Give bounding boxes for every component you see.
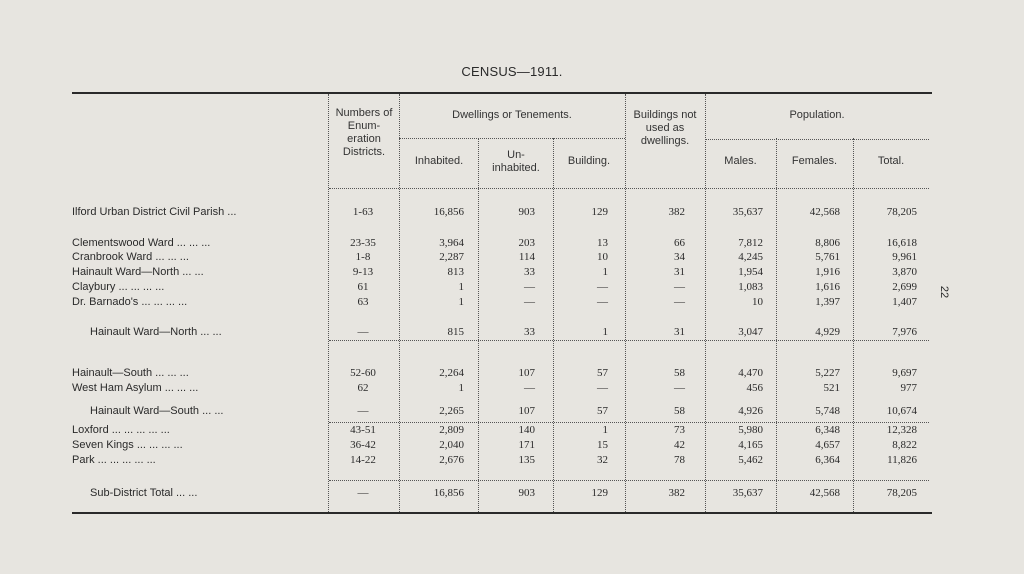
- cell-inhabited: 2,265: [439, 405, 464, 417]
- cell-males: 456: [746, 382, 763, 394]
- row-label: West Ham Asylum ... ... ...: [72, 382, 199, 394]
- cell-inhabited: 2,809: [439, 424, 464, 436]
- row-label: Sub-District Total ... ...: [90, 487, 198, 499]
- row-label: Park ... ... ... ... ...: [72, 454, 156, 466]
- cell-females: 1,916: [815, 266, 840, 278]
- cell-not-used: 42: [674, 439, 685, 451]
- cell-females: 1,397: [815, 296, 840, 308]
- header-divider-dwellings: [399, 138, 625, 139]
- cell-enum: 62: [357, 382, 369, 394]
- header-enum-districts: Numbers of Enum- eration Districts.: [335, 107, 393, 158]
- cell-females: 42,568: [809, 487, 840, 499]
- page-number: 22: [938, 285, 951, 299]
- cell-females: 521: [823, 382, 840, 394]
- cell-uninhabited: 171: [518, 439, 535, 451]
- row-label: Hainault Ward—North ... ...: [72, 266, 204, 278]
- cell-uninhabited: 114: [518, 251, 535, 263]
- cell-not-used: 34: [674, 251, 685, 263]
- cell-females: 4,657: [815, 439, 840, 451]
- cell-not-used: 58: [674, 367, 685, 379]
- cell-uninhabited: 107: [518, 405, 535, 417]
- cell-males: 3,047: [738, 326, 763, 338]
- cell-uninhabited: 203: [518, 237, 535, 249]
- cell-males: 7,812: [738, 237, 763, 249]
- row-label: Ilford Urban District Civil Parish ...: [72, 206, 237, 218]
- cell-uninhabited: 33: [524, 266, 535, 278]
- cell-enum: 36-42: [350, 439, 376, 451]
- cell-enum: 63: [357, 296, 369, 308]
- cell-uninhabited: 135: [518, 454, 535, 466]
- section-rule-3: [329, 480, 929, 481]
- cell-inhabited: 1: [458, 281, 464, 293]
- cell-not-used: —: [674, 382, 685, 394]
- cell-males: 10: [752, 296, 763, 308]
- cell-uninhabited: 903: [518, 206, 535, 218]
- col-sep-4: [553, 138, 554, 512]
- cell-males: 4,470: [738, 367, 763, 379]
- cell-not-used: —: [674, 281, 685, 293]
- cell-females: 6,348: [815, 424, 840, 436]
- row-label: Hainault—South ... ... ...: [72, 367, 189, 379]
- cell-building: 129: [591, 206, 608, 218]
- col-sep-5: [625, 94, 626, 512]
- cell-uninhabited: 107: [518, 367, 535, 379]
- header-females: Females.: [791, 155, 838, 167]
- cell-total: 9,961: [892, 251, 917, 263]
- cell-not-used: 73: [674, 424, 685, 436]
- cell-enum: 23-35: [350, 237, 376, 249]
- cell-total: 3,870: [892, 266, 917, 278]
- cell-enum: 1-63: [352, 206, 374, 218]
- cell-females: 4,929: [815, 326, 840, 338]
- cell-total: 10,674: [886, 405, 917, 417]
- header-uninhabited: Un- inhabited.: [492, 149, 540, 174]
- cell-inhabited: 3,964: [439, 237, 464, 249]
- row-label: Claybury ... ... ... ...: [72, 281, 165, 293]
- cell-females: 5,748: [815, 405, 840, 417]
- cell-females: 6,364: [815, 454, 840, 466]
- section-rule-2: [329, 422, 929, 423]
- col-sep-3: [478, 138, 479, 512]
- cell-males: 4,926: [738, 405, 763, 417]
- cell-not-used: 382: [668, 206, 685, 218]
- cell-males: 4,245: [738, 251, 763, 263]
- cell-building: 1: [602, 424, 608, 436]
- cell-enum: 61: [357, 281, 369, 293]
- cell-not-used: 58: [674, 405, 685, 417]
- header-inhabited: Inhabited.: [414, 155, 464, 167]
- cell-building: 1: [602, 266, 608, 278]
- header-bottom-rule: [329, 188, 929, 189]
- cell-building: 57: [597, 405, 608, 417]
- row-label: Clementswood Ward ... ... ...: [72, 237, 211, 249]
- cell-females: 42,568: [809, 206, 840, 218]
- header-total: Total.: [877, 155, 905, 167]
- cell-inhabited: 813: [447, 266, 464, 278]
- cell-total: 2,699: [892, 281, 917, 293]
- cell-females: 5,761: [815, 251, 840, 263]
- header-not-used: Buildings not used as dwellings.: [633, 109, 697, 147]
- cell-enum: 1-8: [355, 251, 371, 263]
- col-sep-7: [776, 138, 777, 512]
- cell-uninhabited: 33: [524, 326, 535, 338]
- header-males: Males.: [724, 155, 757, 167]
- cell-not-used: 31: [674, 326, 685, 338]
- cell-not-used: —: [674, 296, 685, 308]
- header-dwellings: Dwellings or Tenements.: [452, 109, 572, 121]
- row-label: Cranbrook Ward ... ... ...: [72, 251, 189, 263]
- cell-inhabited: 2,264: [439, 367, 464, 379]
- cell-males: 4,165: [738, 439, 763, 451]
- cell-total: 78,205: [886, 206, 917, 218]
- cell-building: 13: [597, 237, 608, 249]
- cell-total: 11,826: [887, 454, 917, 466]
- cell-males: 5,462: [738, 454, 763, 466]
- cell-building: —: [597, 382, 608, 394]
- cell-uninhabited: 903: [518, 487, 535, 499]
- cell-males: 1,083: [738, 281, 763, 293]
- cell-males: 1,954: [738, 266, 763, 278]
- cell-total: 9,697: [892, 367, 917, 379]
- cell-enum: 14-22: [350, 454, 376, 466]
- cell-building: 1: [602, 326, 608, 338]
- row-label: Hainault Ward—North ... ...: [90, 326, 222, 338]
- cell-not-used: 66: [674, 237, 685, 249]
- cell-inhabited: 16,856: [433, 487, 464, 499]
- header-building: Building.: [567, 155, 611, 167]
- cell-building: —: [597, 281, 608, 293]
- cell-females: 1,616: [815, 281, 840, 293]
- cell-males: 5,980: [738, 424, 763, 436]
- cell-building: 57: [597, 367, 608, 379]
- cell-building: 32: [597, 454, 608, 466]
- col-sep-1: [328, 94, 329, 512]
- cell-building: 129: [591, 487, 608, 499]
- cell-inhabited: 1: [458, 382, 464, 394]
- cell-enum: 43-51: [350, 424, 376, 436]
- cell-uninhabited: —: [524, 281, 535, 293]
- cell-inhabited: 1: [458, 296, 464, 308]
- page-title: CENSUS—1911.: [461, 64, 563, 79]
- cell-building: 15: [597, 439, 608, 451]
- cell-total: 7,976: [892, 326, 917, 338]
- cell-enum: —: [357, 326, 369, 338]
- cell-males: 35,637: [732, 206, 763, 218]
- cell-uninhabited: 140: [518, 424, 535, 436]
- section-rule-1: [329, 340, 929, 341]
- cell-not-used: 78: [674, 454, 685, 466]
- cell-inhabited: 2,287: [439, 251, 464, 263]
- cell-total: 977: [900, 382, 917, 394]
- cell-total: 12,328: [886, 424, 917, 436]
- cell-total: 1,407: [892, 296, 917, 308]
- cell-enum: —: [357, 487, 369, 499]
- cell-females: 8,806: [815, 237, 840, 249]
- header-divider-population: [705, 139, 929, 140]
- cell-total: 8,822: [892, 439, 917, 451]
- cell-enum: 9-13: [352, 266, 374, 278]
- cell-not-used: 382: [668, 487, 685, 499]
- row-label: Seven Kings ... ... ... ...: [72, 439, 183, 451]
- cell-total: 78,205: [886, 487, 917, 499]
- cell-enum: —: [357, 405, 369, 417]
- cell-building: 10: [597, 251, 608, 263]
- bottom-rule: [72, 512, 932, 514]
- row-label: Loxford ... ... ... ... ...: [72, 424, 170, 436]
- row-label: Hainault Ward—South ... ...: [90, 405, 224, 417]
- cell-inhabited: 2,676: [439, 454, 464, 466]
- cell-total: 16,618: [886, 237, 917, 249]
- cell-uninhabited: —: [524, 296, 535, 308]
- cell-males: 35,637: [732, 487, 763, 499]
- cell-inhabited: 16,856: [433, 206, 464, 218]
- cell-building: —: [597, 296, 608, 308]
- row-label: Dr. Barnado's ... ... ... ...: [72, 296, 188, 308]
- header-population: Population.: [789, 109, 845, 121]
- cell-not-used: 31: [674, 266, 685, 278]
- cell-enum: 52-60: [350, 367, 376, 379]
- cell-uninhabited: —: [524, 382, 535, 394]
- cell-inhabited: 815: [447, 326, 464, 338]
- col-sep-8: [853, 138, 854, 512]
- top-rule: [72, 92, 932, 94]
- cell-inhabited: 2,040: [439, 439, 464, 451]
- cell-females: 5,227: [815, 367, 840, 379]
